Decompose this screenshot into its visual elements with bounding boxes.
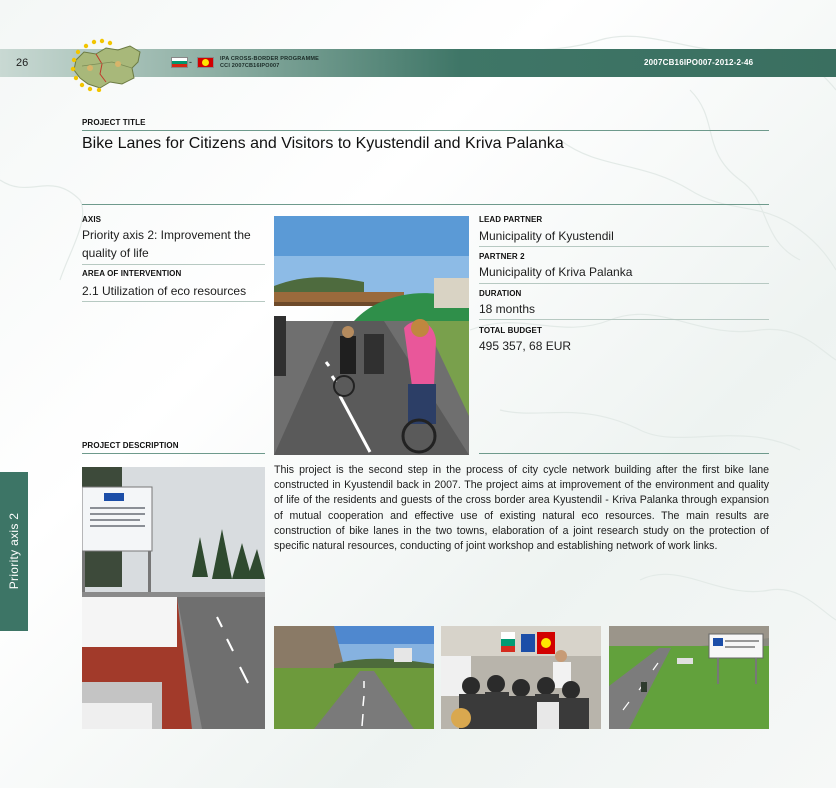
title-rule: [82, 130, 769, 131]
bulgaria-flag-icon: [171, 57, 188, 68]
partner2-rule: [479, 283, 769, 284]
project-title: Bike Lanes for Citizens and Visitors to Kyustendil and Kriva Palanka: [82, 135, 564, 152]
section-rule: [82, 204, 769, 205]
flag-separator: -: [189, 57, 192, 67]
wall-lane-photo: [274, 626, 434, 729]
duration-label: DURATION: [479, 289, 522, 298]
description-text: This project is the second step in the process of city cycle network building after the first bike lane constructed in Kyustendil back in 2007. The project aims at improvement of the environment and quality of life of the residents and guests of the cross border area Kyustendil - Kriva Palanka through expansion of mutual cooperation and effective use of existing natural eco resources. The main results are construction of bike lanes in the two towns, elaboration of a joint research study on the protection of specific natural resources, conducting of joint workshop and establishing network of work links.: [274, 464, 769, 553]
lead-partner-value: Municipality of Kyustendil: [479, 229, 614, 243]
area-rule: [82, 301, 265, 302]
area-label: AREA OF INTERVENTION: [82, 269, 182, 278]
project-title-label: PROJECT TITLE: [82, 118, 146, 127]
lead-partner-label: LEAD PARTNER: [479, 215, 543, 224]
description-rule-left: [82, 453, 265, 454]
park-lane-photo: [609, 626, 769, 729]
macedonia-flag-icon: [197, 57, 214, 68]
programme-name: IPA CROSS-BORDER PROGRAMME: [220, 56, 320, 62]
area-value: 2.1 Utilization of eco resources: [82, 284, 247, 298]
programme-cci: CCI 2007CB16IPO007: [220, 63, 280, 69]
side-tab-label: Priority axis 2: [7, 512, 21, 590]
cyclists-photo: [274, 216, 469, 455]
description-label: PROJECT DESCRIPTION: [82, 441, 179, 450]
axis-label: AXIS: [82, 215, 102, 224]
billboard-lane-photo: [82, 467, 265, 729]
budget-value: 495 357, 68 EUR: [479, 339, 572, 353]
lead-partner-rule: [479, 246, 769, 247]
axis-rule: [82, 264, 265, 265]
partner2-value: Municipality of Kriva Palanka: [479, 265, 633, 279]
partner2-label: PARTNER 2: [479, 252, 525, 261]
page-number: 26: [16, 57, 29, 69]
description-rule-right: [479, 453, 769, 454]
axis-value: Priority axis 2: Improvement the quality of life: [82, 228, 251, 260]
duration-value: 18 months: [479, 302, 536, 316]
programme-logo: [66, 38, 148, 92]
duration-rule: [479, 319, 769, 320]
workshop-photo: [441, 626, 601, 729]
budget-label: TOTAL BUDGET: [479, 326, 542, 335]
project-code: 2007CB16IPO007-2012-2-46: [644, 58, 754, 67]
